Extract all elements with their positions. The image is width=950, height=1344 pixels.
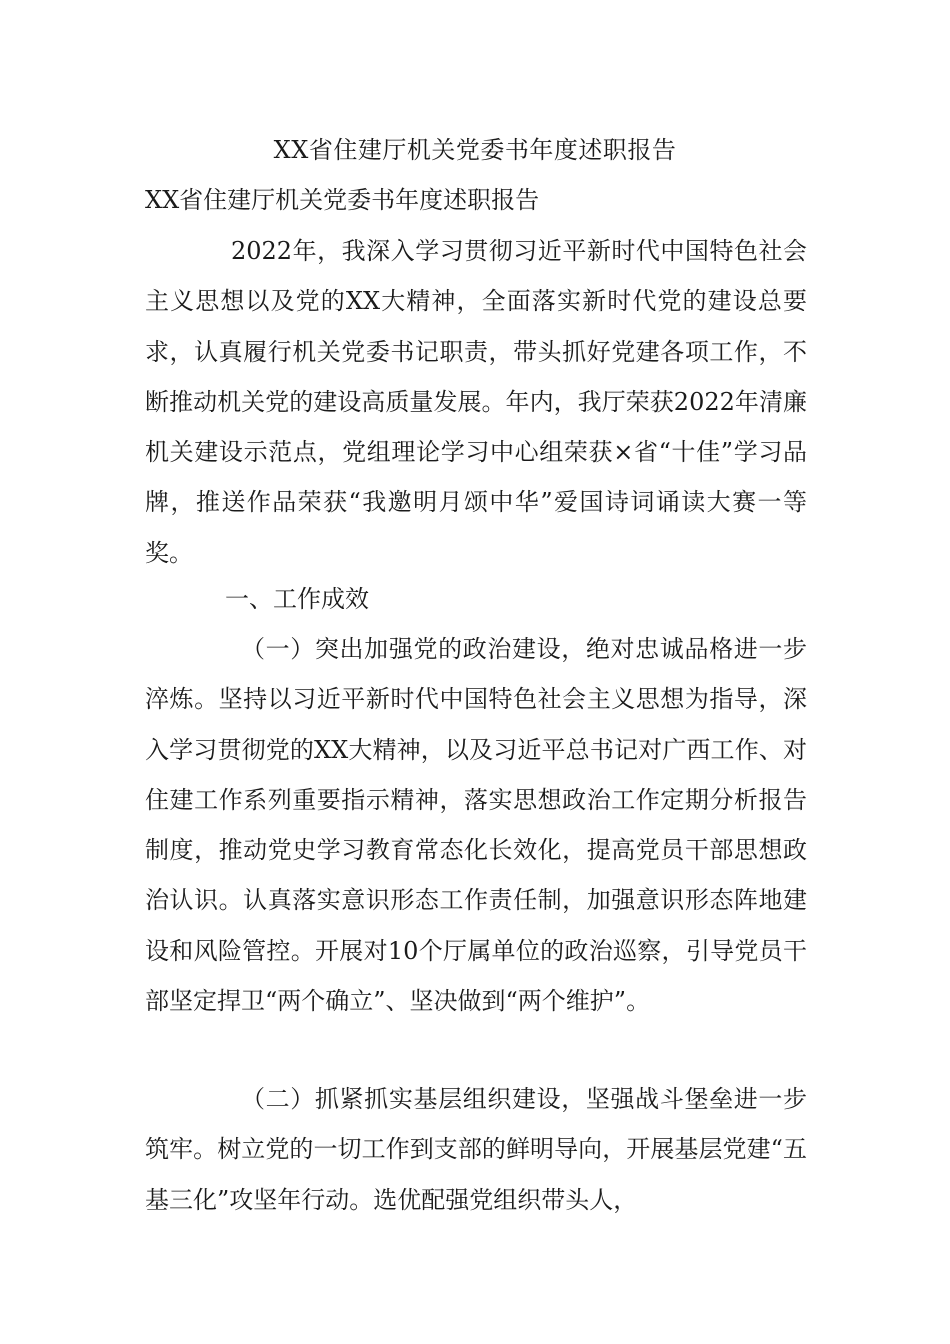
document-subtitle: XX省住建厅机关党委书年度述职报告 — [145, 186, 540, 214]
section-paragraph-2: （二）抓紧抓实基层组织建设，坚强战斗堡垒进一步筑牢。树立党的一切工作到支部的鲜明导向，开展基层党建“五基三化”攻坚年行动。选优配强党组织带头人， — [145, 1085, 807, 1214]
document-title: XX省住建厅机关党委书年度述职报告 — [273, 136, 677, 164]
section-heading: 一、工作成效 — [225, 585, 369, 613]
section-paragraph-1: （一）突出加强党的政治建设，绝对忠诚品格进一步淬炼。坚持以习近平新时代中国特色社会主义思想为指导，深入学习贯彻党的XX大精神，以及习近平总书记对广西工作、对住建工作系列重要指示精神，落实思想政治工作定期分析报告制度，推动党史学习教育常态化长效化，提高党员干部思想政治认识。认真落实意识形态工作责任制，加强意识形态阵地建设和风险管控。开展对10个厅属单位的政治巡察，引导党员干部坚定捍卫“两个确立”、坚决做到“两个维护”。 — [145, 635, 807, 1016]
intro-paragraph: 2022年，我深入学习贯彻习近平新时代中国特色社会主义思想以及党的XX大精神，全面落实新时代党的建设总要求，认真履行机关党委书记职责，带头抓好党建各项工作，不断推动机关党的建设高质量发展。年内，我厅荣获2022年清廉机关建设示范点，党组理论学习中心组荣获×省“十佳”学习品牌，推送作品荣获“我邀明月颂中华”爱国诗词诵读大赛一等奖。 — [145, 237, 807, 567]
